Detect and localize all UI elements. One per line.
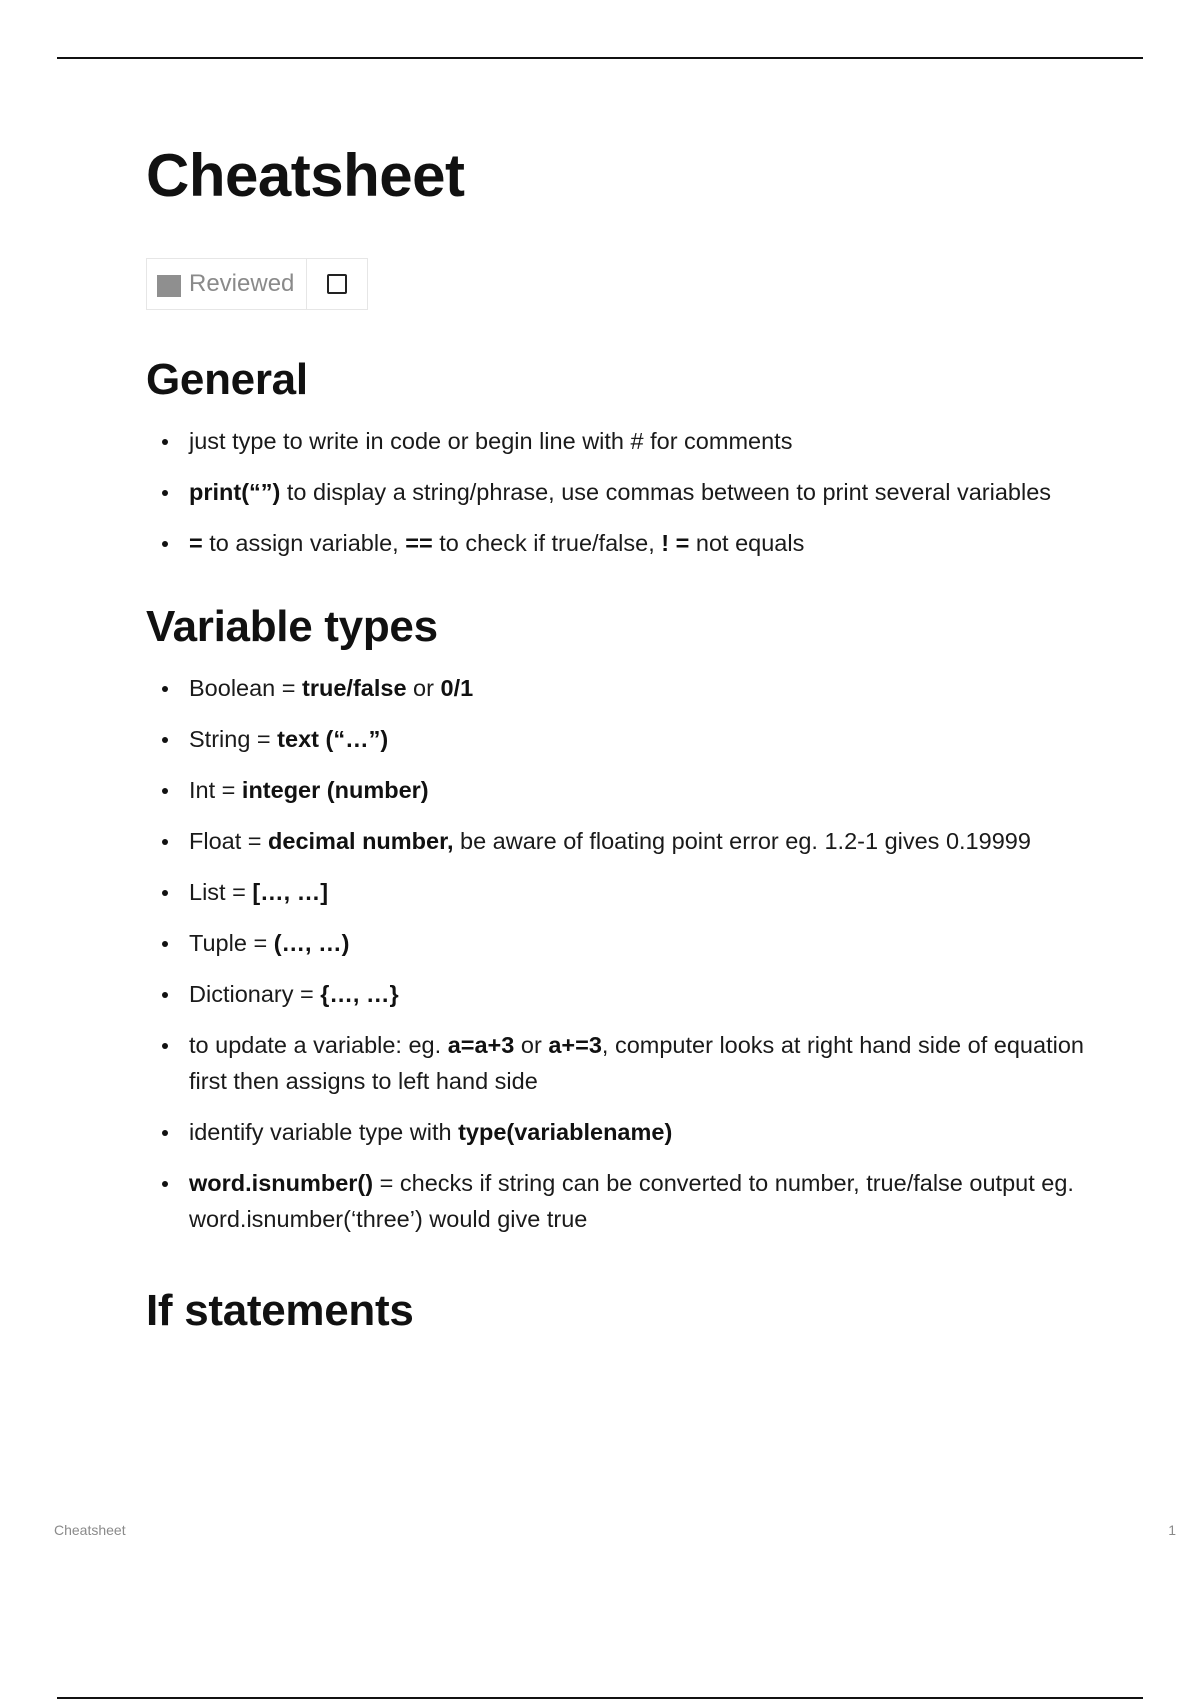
- list-item: Float = decimal number, be aware of floating point error eg. 1.2-1 gives 0.19999: [146, 823, 1106, 859]
- general-list: [146, 423, 1106, 561]
- section-heading-general: General: [146, 355, 308, 404]
- bold-text: […, …]: [252, 878, 329, 905]
- checkbox-property-icon: [157, 275, 181, 297]
- list-item: word.isnumber() = checks if string can be converted to number, true/false output eg. word.isnumber(‘three’) would give true: [146, 1165, 1106, 1237]
- page-content: [146, 140, 1106, 1337]
- list-item: Tuple = (…, …): [146, 925, 1106, 961]
- bold-text: decimal number,: [268, 827, 454, 854]
- bottom-rule: [57, 1697, 1143, 1699]
- variable-types-list: [146, 670, 1106, 1237]
- bold-text: text (“…”): [277, 725, 389, 752]
- section-heading-variable-types: Variable types: [146, 601, 438, 651]
- list-item: just type to write in code or begin line with # for comments: [146, 423, 1106, 459]
- list-item: Int = integer (number): [146, 772, 1106, 808]
- bold-text: =: [189, 529, 203, 556]
- bold-text: word.isnumber(): [189, 1169, 374, 1196]
- list-item: String = text (“…”): [146, 721, 1106, 757]
- top-rule: [57, 57, 1143, 59]
- property-value[interactable]: [307, 259, 367, 309]
- property-reviewed: [146, 258, 368, 310]
- bold-text: (…, …): [273, 929, 350, 956]
- bold-text: {…, …}: [320, 980, 399, 1007]
- bold-text: true/false: [302, 674, 407, 701]
- list-item: Dictionary = {…, …}: [146, 976, 1106, 1012]
- bold-text: integer (number): [241, 776, 429, 803]
- bold-text: ==: [405, 529, 433, 556]
- list-item: identify variable type with type(variablename): [146, 1114, 1106, 1150]
- bold-text: type(variablename): [458, 1118, 673, 1145]
- bold-text: a=a+3: [447, 1031, 515, 1058]
- property-label: Reviewed: [189, 270, 295, 297]
- list-item: List = […, …]: [146, 874, 1106, 910]
- list-item: Boolean = true/false or 0/1: [146, 670, 1106, 706]
- bold-text: print(“”): [189, 478, 281, 505]
- list-item: print(“”) to display a string/phrase, use commas between to print several variables: [146, 474, 1106, 510]
- footer-title: Cheatsheet: [54, 1522, 126, 1538]
- property-name: [147, 259, 307, 309]
- section-heading-if-statements: If statements: [146, 1285, 414, 1335]
- list-item: = to assign variable, == to check if true/false, ! = not equals: [146, 525, 1106, 561]
- bold-text: ! =: [661, 529, 690, 556]
- bold-text: 0/1: [440, 674, 474, 701]
- bold-text: a+=3: [548, 1031, 602, 1058]
- reviewed-checkbox[interactable]: [327, 274, 347, 294]
- list-item: to update a variable: eg. a=a+3 or a+=3, computer looks at right hand side of equation first then assigns to left hand side: [146, 1027, 1106, 1099]
- page-title: Cheatsheet: [146, 142, 465, 209]
- footer-page-number: 1: [1168, 1522, 1176, 1538]
